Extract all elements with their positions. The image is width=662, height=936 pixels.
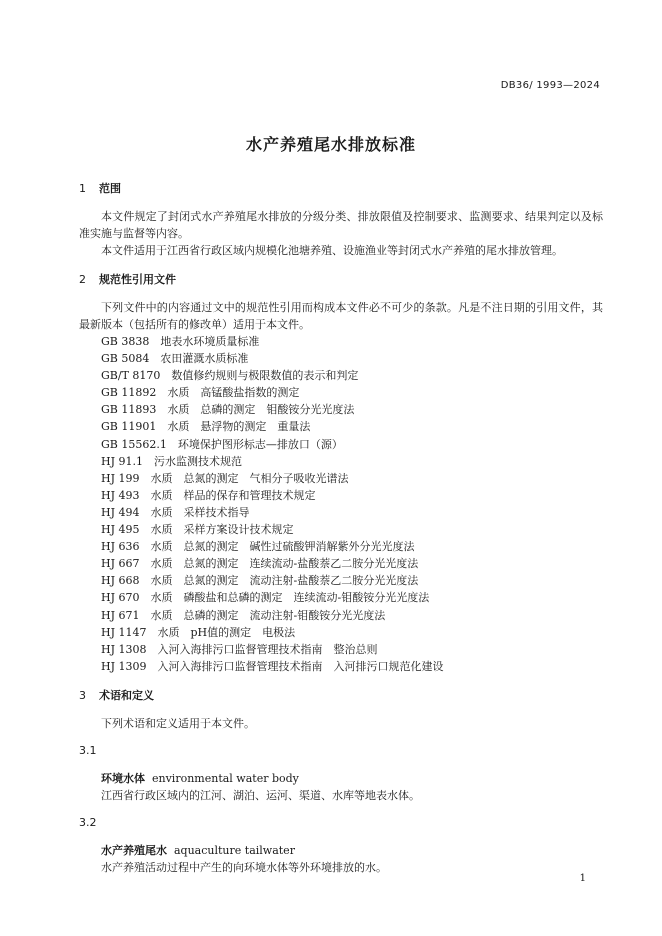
reference-item: GB 11901 水质 悬浮物的测定 重量法 — [101, 420, 311, 434]
page-number: 1 — [579, 873, 586, 884]
term-definition: 水产养殖活动过程中产生的向环境水体等外环境排放的水。 — [101, 860, 387, 874]
term-number: 3.1 — [79, 743, 97, 757]
section-2-heading — [79, 271, 603, 289]
reference-list — [79, 333, 603, 675]
section-number: 2 — [79, 273, 86, 286]
term-chinese: 水产养殖尾水 — [101, 843, 167, 857]
section-number: 3 — [79, 688, 86, 702]
reference-item: GB 5084 农田灌溉水质标准 — [101, 352, 249, 366]
term-english: aquaculture tailwater — [174, 843, 295, 857]
term-english: environmental water body — [152, 771, 299, 785]
document-body — [79, 180, 603, 876]
reference-item: HJ 494 水质 采样技术指导 — [101, 505, 250, 519]
reference-item: HJ 1147 水质 pH值的测定 电极法 — [101, 625, 296, 639]
section-3-heading — [79, 687, 603, 705]
section-1-heading — [79, 180, 603, 198]
reference-item: HJ 495 水质 采样方案设计技术规定 — [101, 523, 294, 537]
reference-item: HJ 636 水质 总氮的测定 碱性过硫酸钾消解紫外分光光度法 — [101, 540, 415, 554]
reference-item: GB 11892 水质 高锰酸盐指数的测定 — [101, 386, 300, 400]
reference-item: GB 3838 地表水环境质量标准 — [101, 335, 260, 348]
term-chinese: 环境水体 — [101, 771, 145, 785]
reference-item: HJ 1308 入河入海排污口监督管理技术指南 整治总则 — [101, 642, 378, 656]
term-number: 3.2 — [79, 815, 97, 829]
reference-item: GB 15562.1 环境保护图形标志—排放口（源） — [101, 437, 343, 451]
reference-item: HJ 671 水质 总磷的测定 流动注射-钼酸铵分光光度法 — [101, 608, 386, 622]
scope-paragraph-2: 本文件适用于江西省行政区域内规模化池塘养殖、设施渔业等封闭式水产养殖的尾水排放管理。 — [101, 244, 563, 257]
section-title: 范围 — [99, 182, 121, 195]
reference-item: HJ 667 水质 总氮的测定 连续流动-盐酸萘乙二胺分光光度法 — [101, 557, 419, 571]
section-title: 规范性引用文件 — [99, 273, 176, 286]
reference-item: HJ 199 水质 总氮的测定 气相分子吸收光谱法 — [101, 471, 349, 485]
section-number: 1 — [79, 182, 86, 195]
references-intro: 下列文件中的内容通过文中的规范性引用而构成本文件必不可少的条款。凡是不注日期的引用文件，其最新版本（包括所有的修改单）适用于本文件。 — [79, 301, 603, 331]
terms-intro: 下列术语和定义适用于本文件。 — [101, 716, 255, 730]
term-definition: 江西省行政区域内的江河、湖泊、运河、渠道、水库等地表水体。 — [101, 788, 420, 802]
section-title: 术语和定义 — [99, 688, 154, 702]
document-title: 水产养殖尾水排放标准 — [245, 135, 416, 154]
term-entry — [79, 770, 603, 787]
document-code: DB36/ 1993—2024 — [500, 80, 600, 91]
reference-item: HJ 493 水质 样品的保存和管理技术规定 — [101, 488, 316, 502]
reference-item: GB/T 8170 数值修约规则与极限数值的表示和判定 — [101, 369, 359, 383]
reference-item: GB 11893 水质 总磷的测定 钼酸铵分光光度法 — [101, 403, 355, 417]
term-entry — [79, 842, 603, 859]
reference-item: HJ 1309 入河入海排污口监督管理技术指南 入河排污口规范化建设 — [101, 659, 444, 673]
scope-paragraph-1: 本文件规定了封闭式水产养殖尾水排放的分级分类、排放限值及控制要求、监测要求、结果判定以及标准实施与监督等内容。 — [79, 210, 603, 240]
reference-item: HJ 91.1 污水监测技术规范 — [101, 454, 242, 468]
reference-item: HJ 670 水质 磷酸盐和总磷的测定 连续流动-钼酸铵分光光度法 — [101, 591, 430, 605]
reference-item: HJ 668 水质 总氮的测定 流动注射-盐酸萘乙二胺分光光度法 — [101, 574, 419, 588]
